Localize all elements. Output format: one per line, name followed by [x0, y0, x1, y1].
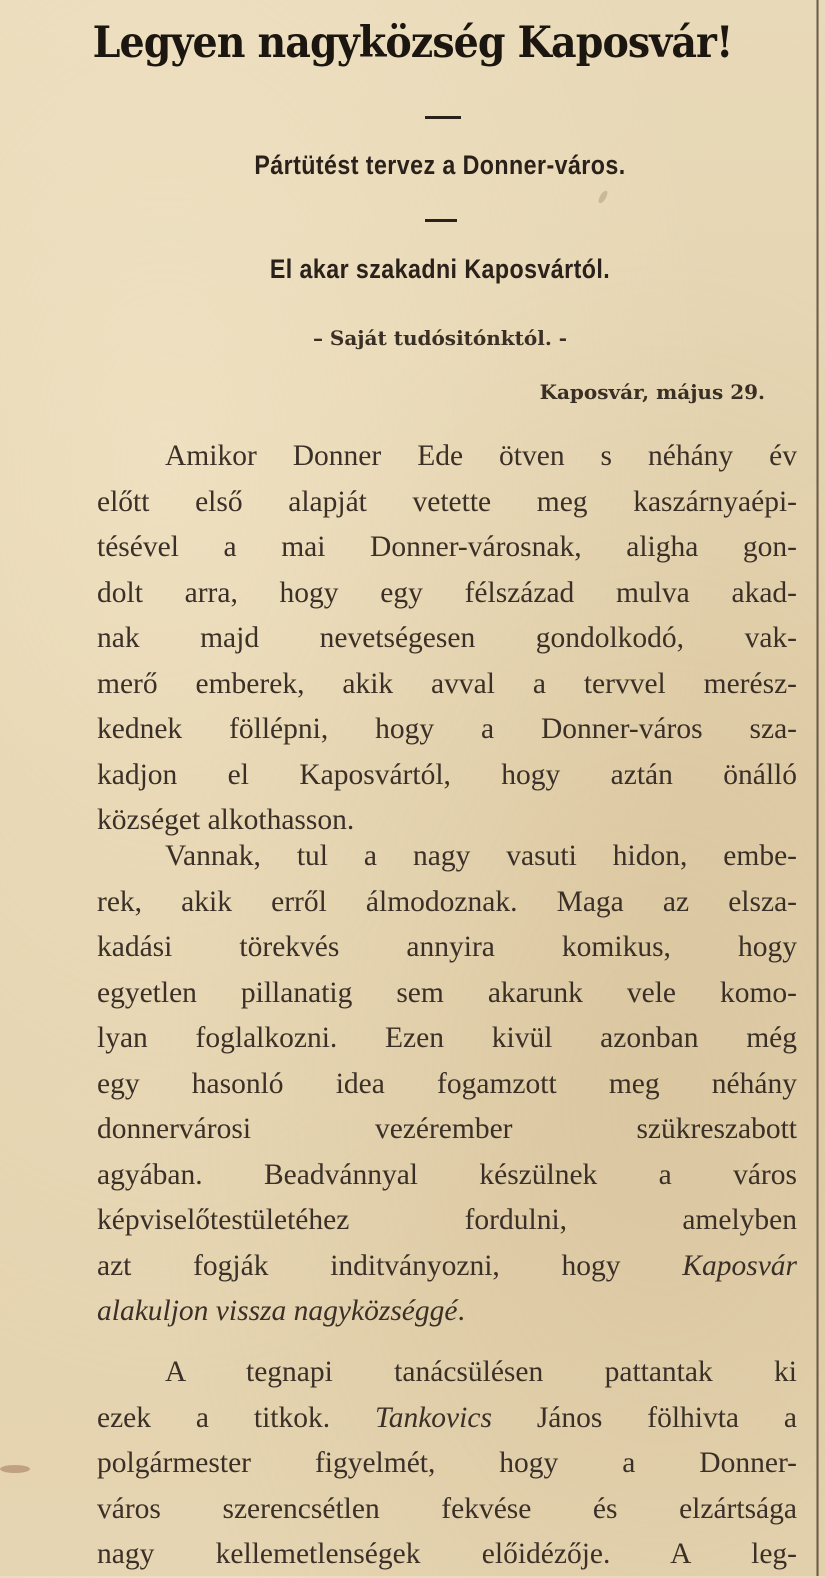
text-line: agyában. Beadvánnyal készülnek a város	[97, 1158, 797, 1191]
text-line: lyan foglalkozni. Ezen kivül azonban még	[97, 1022, 797, 1054]
text-line: kednek föllépni, hogy a Donner-város sza-	[97, 713, 797, 745]
italic-emphasis: Kaposvár	[682, 1249, 798, 1282]
separator-dash	[425, 116, 461, 119]
text-fragment: .	[457, 1295, 465, 1327]
text-line: Vannak, tul a nagy vasuti hidon, embe-	[165, 840, 797, 872]
text-line: polgármester figyelmét, hogy a Donner-	[97, 1447, 797, 1479]
text-line: községet alkothasson.	[97, 804, 355, 836]
article-subheadline-1: Pártütést tervez a Donner-város.	[254, 150, 626, 180]
text-line: A tegnapi tanácsülésen pattantak ki	[165, 1356, 797, 1388]
text-fragment: ezek a titkok.	[97, 1401, 331, 1434]
paper-stain	[597, 189, 609, 204]
text-line: kadjon el Kaposvártól, hogy aztán önálló	[97, 758, 797, 791]
text-line: egy hasonló idea fogamzott meg néhány	[97, 1067, 797, 1100]
paragraph-1	[97, 434, 797, 844]
text-line	[97, 1244, 797, 1290]
article-headline: Legyen nagyközség Kaposvár!	[92, 18, 733, 68]
article-byline: – Saját tudósitónktól. -	[312, 326, 568, 350]
text-line: nagy kellemetlenségek előidézője. A leg-	[97, 1538, 797, 1570]
article-subheadline-2: El akar szakadni Kaposvártól.	[269, 254, 611, 284]
italic-name: Tankovics	[375, 1401, 492, 1434]
text-line	[97, 1289, 797, 1335]
text-line: dolt arra, hogy egy félszázad mulva akad-	[97, 576, 797, 609]
italic-emphasis: alakuljon vissza nagyközséggé	[97, 1295, 458, 1327]
text-line: kadási törekvés annyira komikus, hogy	[97, 931, 797, 963]
article-dateline: Kaposvár, május 29.	[539, 380, 765, 404]
paragraph-2	[97, 834, 797, 1335]
text-line: egyetlen pillanatig sem akarunk vele komo-	[97, 976, 797, 1009]
separator-dash	[425, 219, 457, 222]
text-line: tésével a mai Donner-városnak, aligha gon-	[97, 531, 797, 563]
column-rule	[816, 0, 819, 1576]
text-fragment: azt fogják inditványozni, hogy	[97, 1249, 621, 1282]
text-line: város szerencsétlen fekvése és elzártsága	[97, 1492, 797, 1525]
text-line: rek, akik erről álmodoznak. Maga az elsza-	[97, 885, 797, 918]
text-line: nak majd nevetségesen gondolkodó, vak-	[97, 622, 797, 654]
paper-stain	[0, 1465, 30, 1473]
text-line: előtt első alapját vetette meg kaszárnyaépi-	[97, 485, 797, 518]
text-line: merő emberek, akik avval a tervvel merész-	[97, 667, 797, 700]
text-line: Amikor Donner Ede ötven s néhány év	[165, 440, 797, 472]
text-line	[97, 1396, 797, 1442]
text-line: képviselőtestületéhez fordulni, amelyben	[97, 1204, 797, 1236]
paragraph-3	[97, 1350, 797, 1578]
text-fragment: János fölhivta a	[536, 1401, 797, 1434]
text-line: donnervárosi vezérember szükreszabott	[97, 1113, 797, 1145]
